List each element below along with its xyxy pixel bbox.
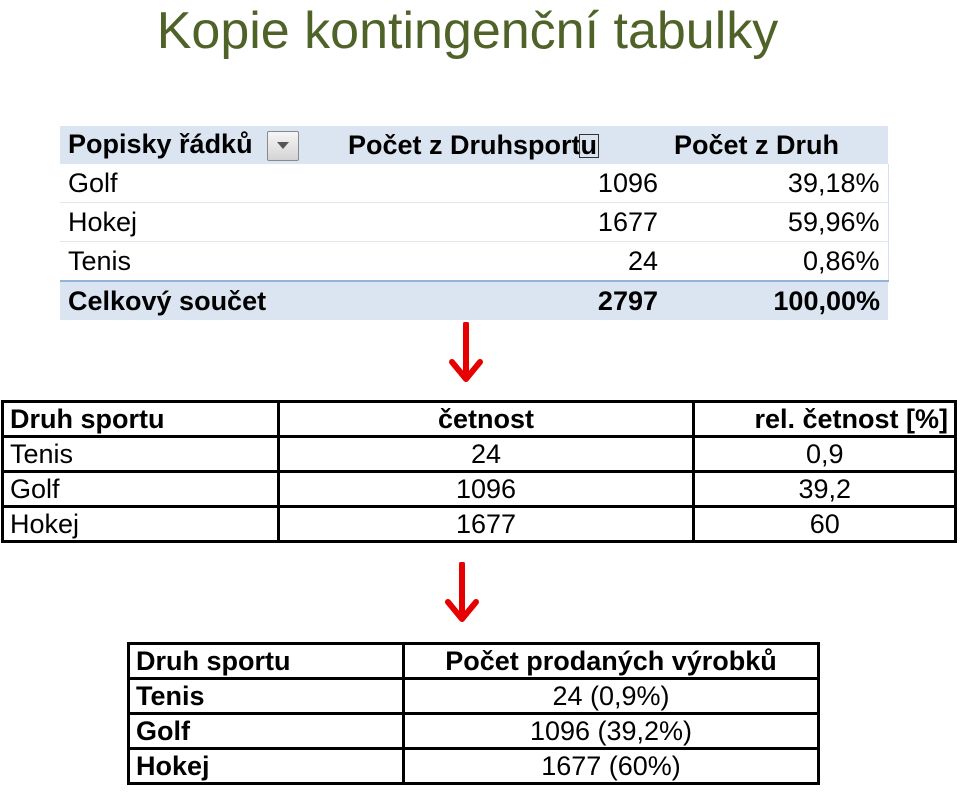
table-row[interactable] — [60, 242, 888, 282]
table-row — [3, 472, 956, 507]
pivot-header-pct[interactable]: Počet z Druh — [666, 126, 888, 164]
frequency-sport: Golf — [3, 472, 279, 507]
table-row — [3, 507, 956, 542]
table-row — [129, 714, 819, 749]
table-row — [129, 679, 819, 714]
summary-sport: Golf — [129, 714, 404, 749]
summary-header-value: Počet prodaných výrobků — [404, 644, 819, 679]
pivot-row-count[interactable]: 1677 — [340, 203, 666, 242]
pivot-total-pct[interactable]: 100,00% — [666, 281, 888, 320]
frequency-rel: 60 — [694, 507, 956, 542]
pivot-header-count[interactable] — [340, 126, 666, 164]
pivot-row-pct[interactable]: 0,86% — [666, 242, 888, 282]
frequency-header-count: četnost — [278, 402, 694, 437]
pivot-row-label[interactable]: Tenis — [60, 242, 340, 282]
summary-header-sport: Druh sportu — [129, 644, 404, 679]
down-arrow-icon — [442, 562, 482, 624]
pivot-row-pct[interactable]: 59,96% — [666, 203, 888, 242]
pivot-header-row — [60, 126, 888, 164]
table-row[interactable] — [60, 164, 888, 203]
frequency-count: 1677 — [278, 507, 694, 542]
frequency-header-row — [3, 402, 956, 437]
frequency-sport: Hokej — [3, 507, 279, 542]
frequency-rel: 0,9 — [694, 437, 956, 472]
down-arrow-icon — [446, 322, 486, 384]
table-row[interactable] — [60, 203, 888, 242]
summary-table — [127, 642, 820, 785]
pivot-row-label[interactable]: Hokej — [60, 203, 340, 242]
table-row — [129, 749, 819, 784]
pivot-table — [60, 126, 889, 320]
pivot-header-row-labels[interactable] — [60, 126, 340, 164]
pivot-header-label: Popisky řádků — [68, 129, 253, 160]
summary-value: 1096 (39,2%) — [404, 714, 819, 749]
pivot-row-count[interactable]: 1096 — [340, 164, 666, 203]
cell-marker-icon — [579, 134, 599, 158]
summary-header-row — [129, 644, 819, 679]
summary-value: 1677 (60%) — [404, 749, 819, 784]
filter-dropdown-icon[interactable] — [267, 131, 299, 161]
table-row — [3, 437, 956, 472]
pivot-total-label[interactable]: Celkový součet — [60, 281, 340, 320]
pivot-row-label[interactable]: Golf — [60, 164, 340, 203]
summary-sport: Tenis — [129, 679, 404, 714]
frequency-rel: 39,2 — [694, 472, 956, 507]
pivot-row-pct[interactable]: 39,18% — [666, 164, 888, 203]
frequency-header-sport: Druh sportu — [3, 402, 279, 437]
frequency-header-rel: rel. četnost [%] — [694, 402, 956, 437]
summary-value: 24 (0,9%) — [404, 679, 819, 714]
pivot-row-count[interactable]: 24 — [340, 242, 666, 282]
pivot-header-count-label: Počet z Druhsportu — [348, 129, 598, 160]
frequency-table — [1, 400, 957, 543]
frequency-count: 1096 — [278, 472, 694, 507]
pivot-total-count[interactable]: 2797 — [340, 281, 666, 320]
frequency-count: 24 — [278, 437, 694, 472]
frequency-sport: Tenis — [3, 437, 279, 472]
summary-sport: Hokej — [129, 749, 404, 784]
page-title: Kopie kontingenční tabulky — [156, 2, 779, 60]
pivot-total-row[interactable] — [60, 281, 888, 320]
